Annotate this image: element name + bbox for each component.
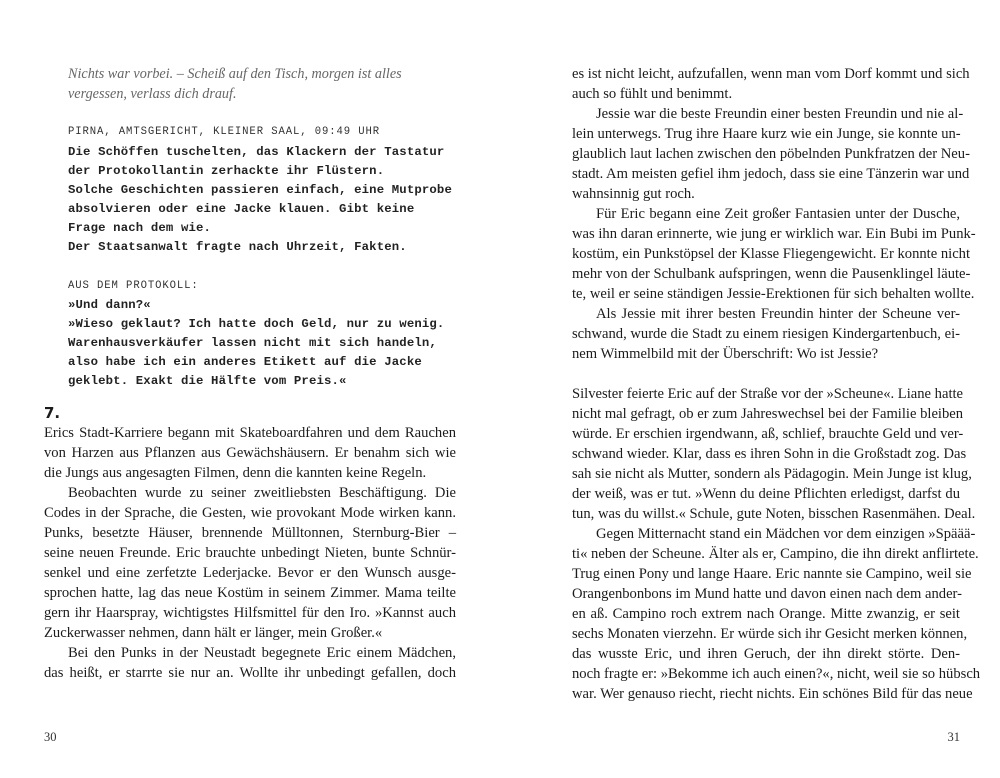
body-line: Orangenbonbons im Mund hatte und davon einen nach dem ander- — [572, 586, 962, 602]
protocol-line: Warenhausverkäufer lassen nicht mit sich handeln, — [68, 336, 437, 350]
body-line: schwand, wurde die Stadt zu einem riesigen Kindergartenbuch, ei- — [572, 326, 960, 342]
body-line: wahnsinnig gut roch. — [572, 186, 695, 202]
body-line: Punks, besetzte Häuser, brennende Mülltonnen, Sternburg-Bier – — [44, 525, 456, 541]
body-line: nicht mal gefragt, ob er zum Jahreswechsel bei der Familie bleiben — [572, 406, 964, 422]
transcript-line: Frage nach dem wie. — [68, 221, 212, 235]
body-line: Als Jessie mit ihrer besten Freundin hinter der Scheune ver- — [596, 306, 960, 322]
protocol-line: also habe ich ein anderes Etikett auf die Jacke — [68, 355, 422, 369]
body-line: sprochen hatte, lag das neue Kostüm in seinem Zimmer. Mama teilte — [44, 585, 456, 601]
body-line: Zuckerwasser nehmen, dann hält er länger, mein Großer.« — [44, 625, 383, 641]
protocol-line: »Und dann?« — [68, 298, 151, 312]
body-line: von Harzen aus Pflanzen aus Gewächshäusern. Er benahm sich wie — [44, 445, 456, 461]
body-line: es ist nicht leicht, aufzufallen, wenn man vom Dorf kommt und sich — [572, 66, 970, 82]
intro-italic-line: Nichts war vorbei. – Scheiß auf den Tisch, morgen ist alles — [68, 66, 402, 82]
body-line: die Jungs aus angesagten Filmen, denn die kannten keine Regeln. — [44, 465, 427, 481]
body-line: Silvester feierte Eric auf der Straße vor der »Scheune«. Liane hatte — [572, 386, 964, 402]
body-line: ti« neben der Scheune. Älter als er, Campino, die ihn direkt anflirtete. — [572, 546, 979, 562]
body-line: Jessie war die beste Freundin einer besten Freundin und nie al- — [596, 106, 964, 122]
body-line: nem Wimmelbild mit der Überschrift: Wo ist Jessie? — [572, 346, 879, 362]
body-line: das wusste Eric, und ihren Geruch, der ihn direkt störte. Den- — [572, 646, 960, 662]
body-line: seine neuen Freunde. Eric brauchte unbedingt Nieten, bunte Schnür- — [44, 545, 456, 561]
intro-italic-line: vergessen, verlass dich drauf. — [68, 86, 237, 102]
right-page — [500, 0, 1000, 778]
body-line: glaublich laut lachen zwischen den pöbelnden Punkfratzen der Neu- — [572, 146, 970, 162]
body-line: sechs Monaten vierzehn. Er würde sich ihr Gesicht merken können, — [572, 626, 968, 642]
protocol-heading: AUS DEM PROTOKOLL: — [68, 280, 199, 292]
transcript-line: Der Staatsanwalt fragte nach Uhrzeit, Fakten. — [68, 240, 407, 254]
body-line: Beobachten wurde zu seiner zweitliebsten Beschäftigung. Die — [68, 485, 456, 501]
body-line: kostüm, ein Punkstöpsel der Klasse Fliegengewicht. Er konnte nicht — [572, 246, 971, 262]
body-line: was ihn daran erinnerte, wie jung er wirklich war. Ein Bubi im Punk- — [572, 226, 976, 242]
body-line: noch fragte er: »Bekomme ich auch einen?«, nicht, weil sie so hübsch — [572, 666, 981, 682]
body-line: Codes in der Sprache, die Gesten, wie provokant Mode wirken kann. — [44, 505, 456, 521]
protocol-line: »Wieso geklaut? Ich hatte doch Geld, nur zu wenig. — [68, 317, 445, 331]
body-line: der weiß, was er tut. »Wenn du deine Pflichten erledigst, darfst du — [572, 486, 960, 502]
page-number-left: 30 — [44, 730, 57, 744]
body-line: stadt. Am meisten gefiel ihm jedoch, dass sie eine Tänzerin war und — [572, 166, 970, 182]
body-line: lein unterwegs. Trug ihre Haare kurz wie ein Junge, sie konnte un- — [572, 126, 961, 142]
transcript-line: absolvieren oder eine Jacke klauen. Gibt keine — [68, 202, 415, 216]
body-line: en aß. Campino roch extrem nach Orange. Mitte zwanzig, er seit — [572, 606, 960, 622]
transcript-line: Die Schöffen tuschelten, das Klackern der Tastatur — [68, 145, 445, 159]
body-line: auch so fühlt und benimmt. — [572, 86, 733, 102]
body-line: würde. Er erschien irgendwann, aß, schlief, brauchte Geld und ver- — [572, 426, 964, 442]
body-line: Gegen Mitternacht stand ein Mädchen vor dem einzigen »Späää- — [596, 526, 976, 542]
body-line: tun, was du willst.« Schule, gute Noten, bisschen Rasenmähen. Deal. — [572, 506, 976, 522]
protocol-line: geklebt. Exakt die Hälfte vom Preis.« — [68, 374, 347, 388]
body-line: das heißt, er starrte sie nur an. Wollte ihr unbedingt gefallen, doch — [44, 665, 456, 681]
body-line: mehr von der Schulbank aufspringen, wenn die Pausenklingel läute- — [572, 266, 971, 282]
body-line: Erics Stadt-Karriere begann mit Skateboardfahren und dem Rauchen — [44, 425, 456, 441]
body-line: sah sie nicht als Mutter, sondern als Pädagogin. Mein Junge ist klug, — [572, 466, 972, 482]
body-line: schwand wieder. Klar, dass es ihren Sohn in die Großstadt zog. Das — [572, 446, 967, 462]
body-line: Für Eric begann eine Zeit großer Fantasien unter der Dusche, — [596, 206, 960, 222]
transcript-line: der Protokollantin zerhackte ihr Flüstern. — [68, 164, 385, 178]
body-line: Bei den Punks in der Neustadt begegnete Eric einem Mädchen, — [68, 645, 456, 661]
transcript-heading: PIRNA, AMTSGERICHT, KLEINER SAAL, 09:49 UHR — [68, 126, 381, 138]
page-number-right: 31 — [947, 730, 960, 744]
transcript-line: Solche Geschichten passieren einfach, eine Mutprobe — [68, 183, 452, 197]
body-line: Trug einen Pony und lange Haare. Eric nannte sie Campino, weil sie — [572, 566, 972, 582]
body-line: war. Wer genauso riecht, riecht nichts. Ein schönes Bild für das neue — [572, 686, 973, 702]
chapter-number: 7. — [44, 404, 61, 422]
body-line: senkel und eine zerfetzte Lederjacke. Bevor er den Wunsch ausge- — [44, 565, 456, 581]
body-line: te, weil er seine ständigen Jessie-Erektionen für sich behalten wollte. — [572, 286, 975, 302]
body-line: gern ihr Haarspray, wichtigstes Hilfsmittel für den Iro. »Kannst auch — [44, 605, 456, 621]
